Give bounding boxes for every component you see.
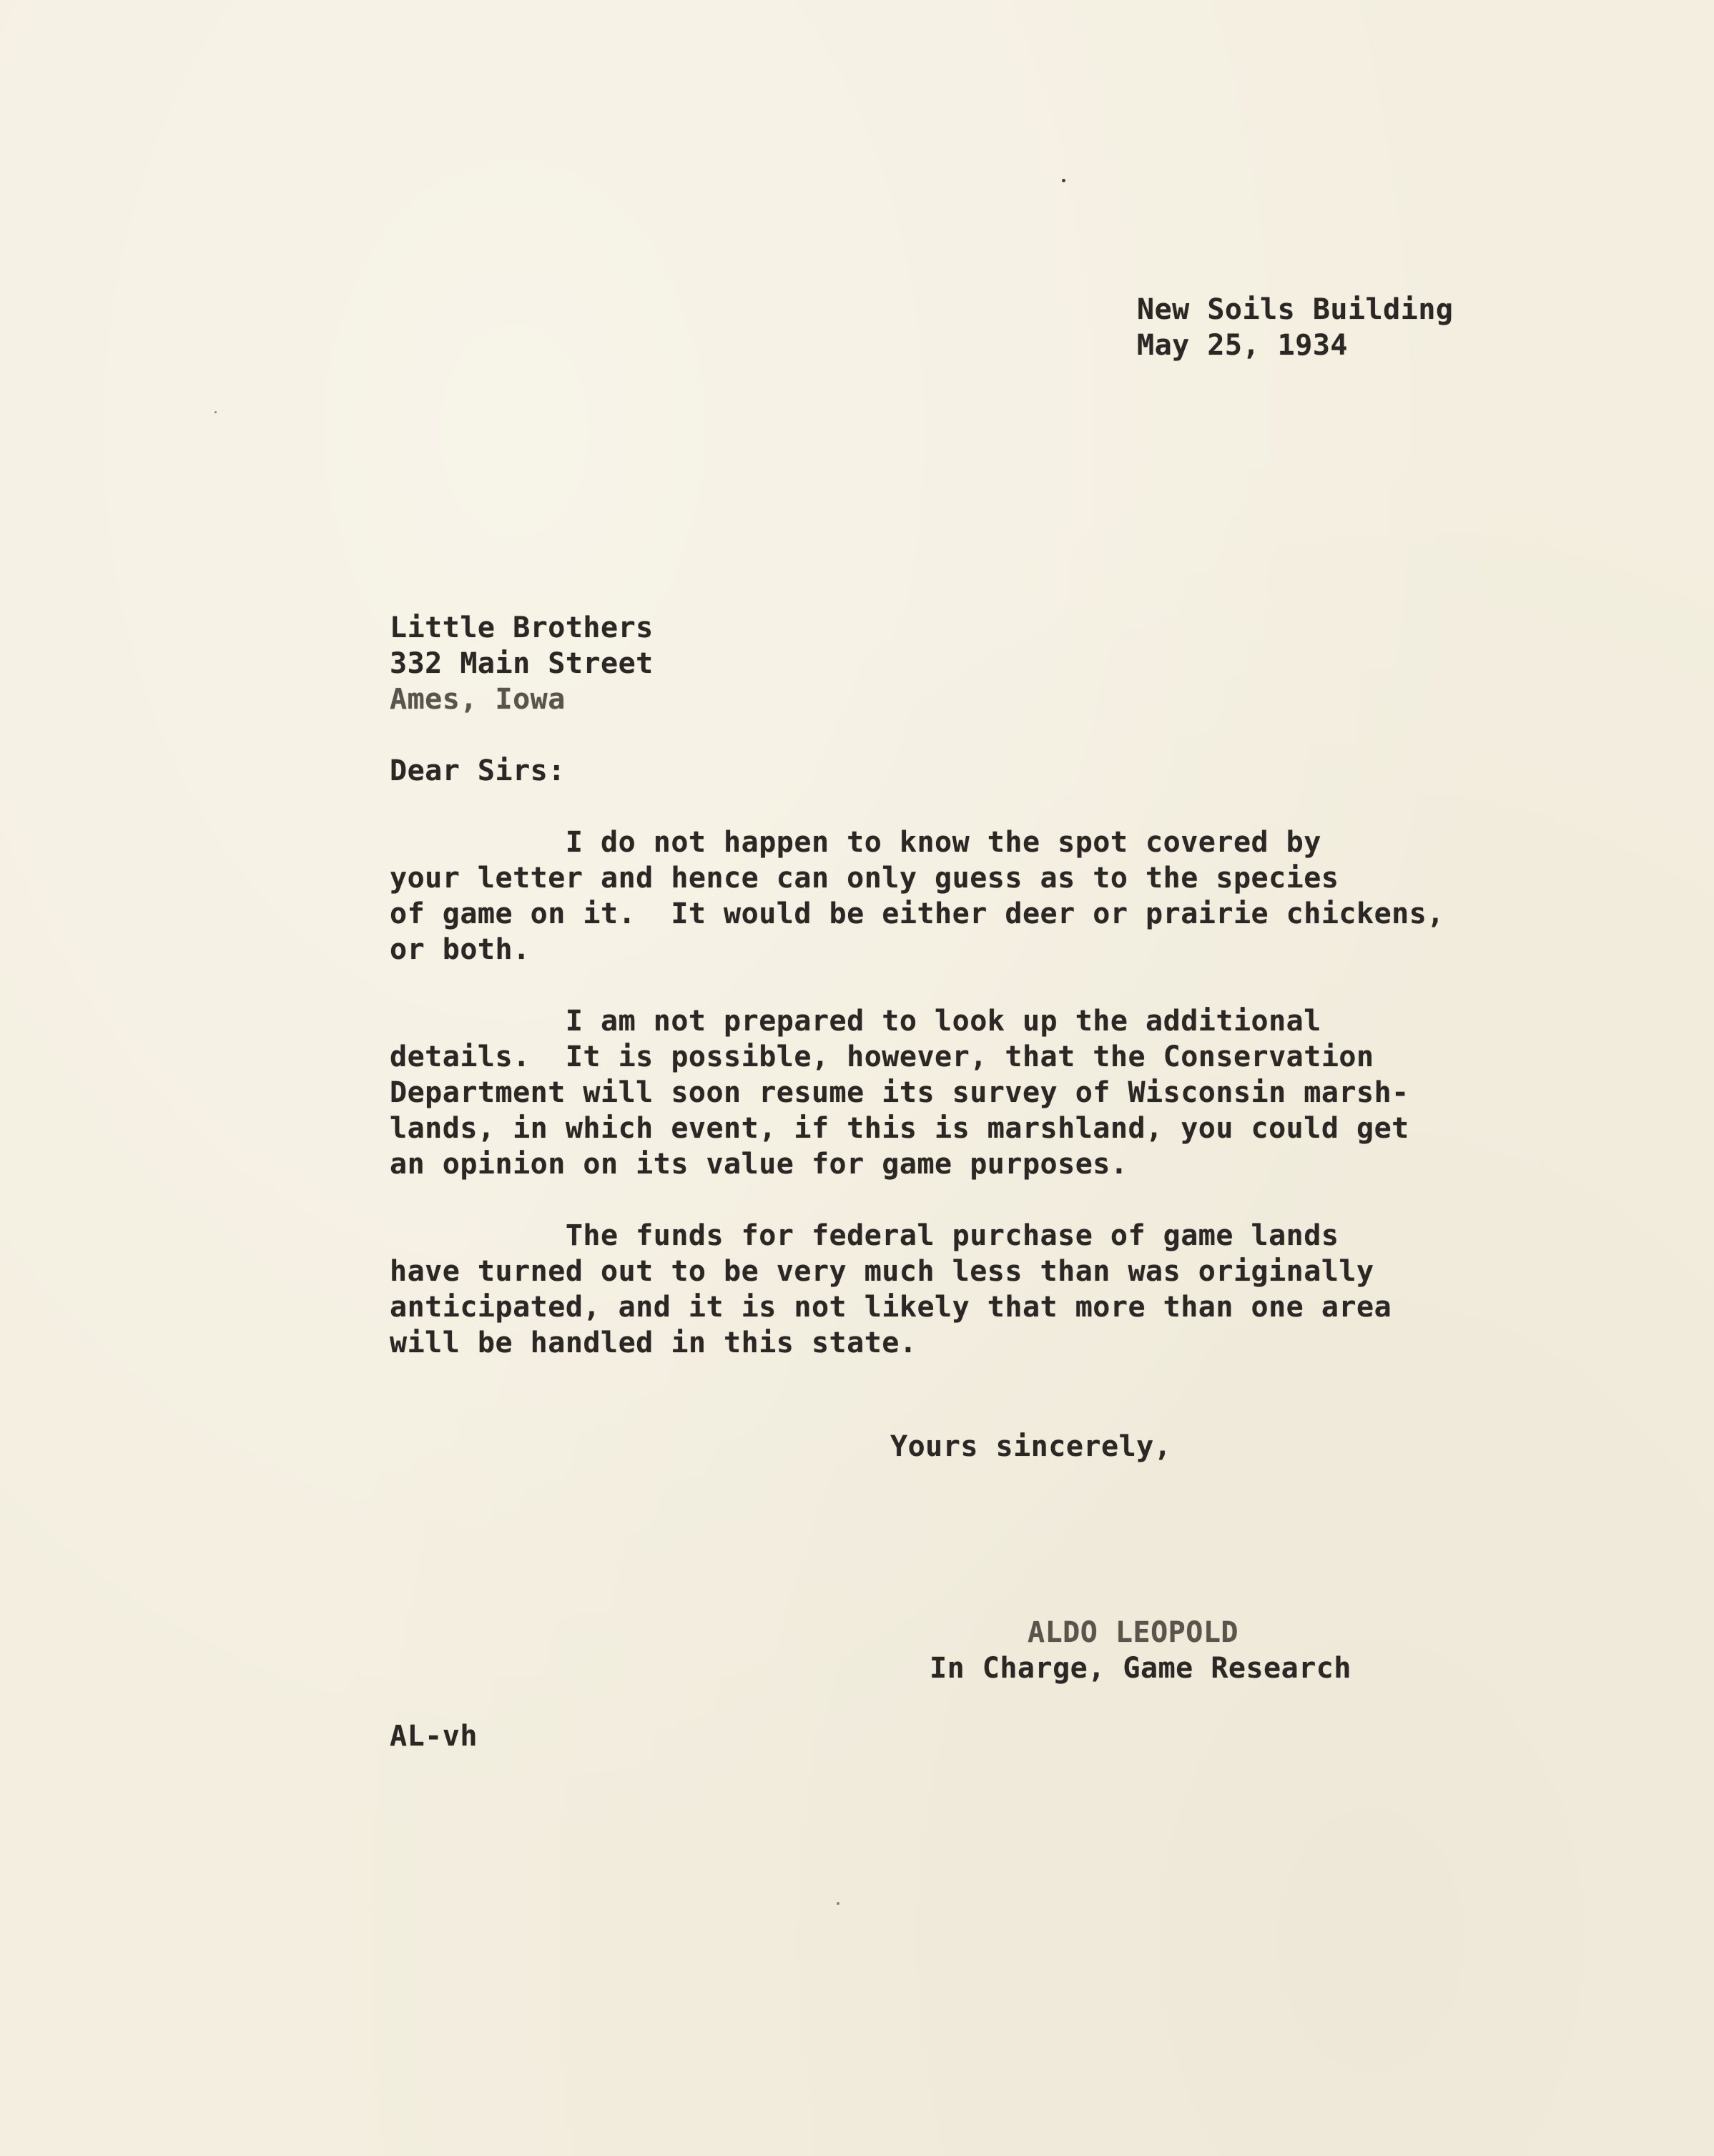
salutation: Dear Sirs: (390, 754, 566, 787)
paragraph-line: or both. (390, 933, 531, 966)
paper-speck (215, 411, 217, 413)
paragraph-line: details. It is possible, however, that the Conservation (390, 1040, 1374, 1073)
paragraph-line: your letter and hence can only guess as to the species (390, 862, 1339, 895)
paragraph-line: of game on it. It would be either deer or prairie chickens, (390, 897, 1444, 930)
signature-name: ALDO LEOPOLD (1028, 1616, 1238, 1649)
reference-initials: AL-vh (390, 1720, 478, 1753)
paragraph-line: will be handled in this state. (390, 1326, 917, 1359)
recipient-name: Little Brothers (390, 611, 654, 644)
paragraph-line: anticipated, and it is not likely that more than one area (390, 1291, 1392, 1324)
paragraph-line: I do not happen to know the spot covered by (390, 826, 1321, 859)
signature-title: In Charge, Game Research (930, 1652, 1351, 1685)
paragraph-line: The funds for federal purchase of game lands (390, 1219, 1339, 1252)
closing: Yours sincerely, (890, 1430, 1172, 1463)
paragraph-line: I am not prepared to look up the additional (390, 1005, 1321, 1038)
recipient-street: 332 Main Street (390, 647, 654, 680)
letter-date: May 25, 1934 (1137, 329, 1348, 362)
recipient-city: Ames, Iowa (390, 683, 566, 716)
letterhead-location: New Soils Building (1137, 293, 1454, 326)
paragraph-line: an opinion on its value for game purposes. (390, 1148, 1128, 1181)
paper-speck (1062, 179, 1065, 182)
paragraph-line: lands, in which event, if this is marshland, you could get (390, 1112, 1409, 1145)
paper-speck (837, 1902, 839, 1905)
paragraph-line: have turned out to be very much less than was originally (390, 1255, 1374, 1288)
paragraph-line: Department will soon resume its survey of Wisconsin marsh- (390, 1076, 1409, 1109)
